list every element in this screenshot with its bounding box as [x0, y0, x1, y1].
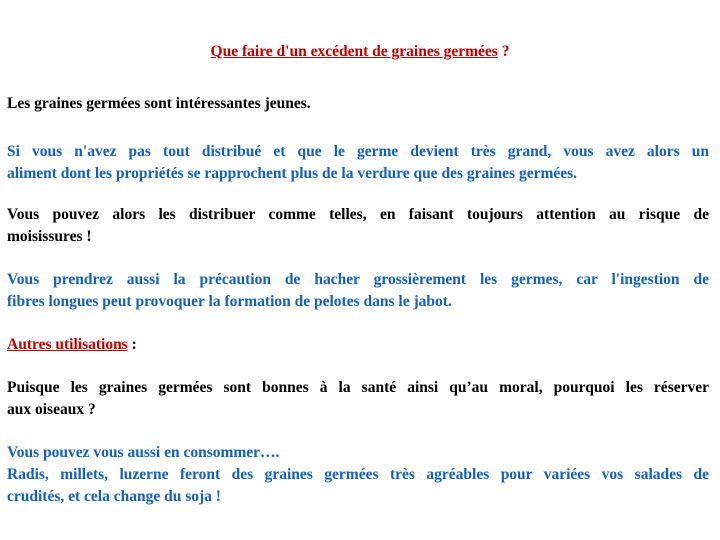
paragraph-chop — [7, 269, 709, 313]
section-heading — [7, 334, 709, 356]
paragraph-line: Radis, millets, luzerne feront des graines germées très agréables pour variées vos salades de — [7, 466, 709, 483]
paragraph-distribute — [7, 204, 709, 248]
paragraph-line: aliment dont les propriétés se rapprochent plus de la verdure que des graines germées. — [7, 165, 578, 182]
page-title-suffix: ? — [497, 43, 510, 60]
paragraph-large-germ — [7, 141, 709, 185]
section-heading-text: Autres utilisations — [7, 336, 128, 353]
paragraph-line: fibres longues peut provoquer la formation de pelotes dans le jabot. — [7, 293, 452, 310]
paragraph-line: Vous pouvez vous aussi en consommer…. — [7, 444, 280, 461]
paragraph-intro-text: Les graines germées sont intéressantes jeunes. — [7, 95, 311, 112]
paragraph-intro — [7, 93, 709, 115]
page-title-text: Que faire d'un excédent de graines germées — [210, 43, 498, 60]
paragraph-line: moisissures ! — [7, 228, 92, 245]
paragraph-line: crudités, et cela change du soja ! — [7, 488, 221, 505]
paragraph-line: Puisque les graines germées sont bonnes à la santé ainsi qu’au moral, pourquoi les réserver — [7, 379, 709, 396]
section-heading-suffix: : — [127, 336, 137, 353]
paragraph-health — [7, 377, 709, 421]
paragraph-consume — [7, 442, 709, 508]
paragraph-line: aux oiseaux ? — [7, 401, 96, 418]
page-title — [0, 41, 720, 63]
paragraph-line: Vous prendrez aussi la précaution de hacher grossièrement les germes, car l'ingestion de — [7, 271, 709, 288]
paragraph-line: Si vous n'avez pas tout distribué et que le germe devient très grand, vous avez alors un — [7, 143, 709, 160]
paragraph-line: Vous pouvez alors les distribuer comme telles, en faisant toujours attention au risque de — [7, 206, 709, 223]
